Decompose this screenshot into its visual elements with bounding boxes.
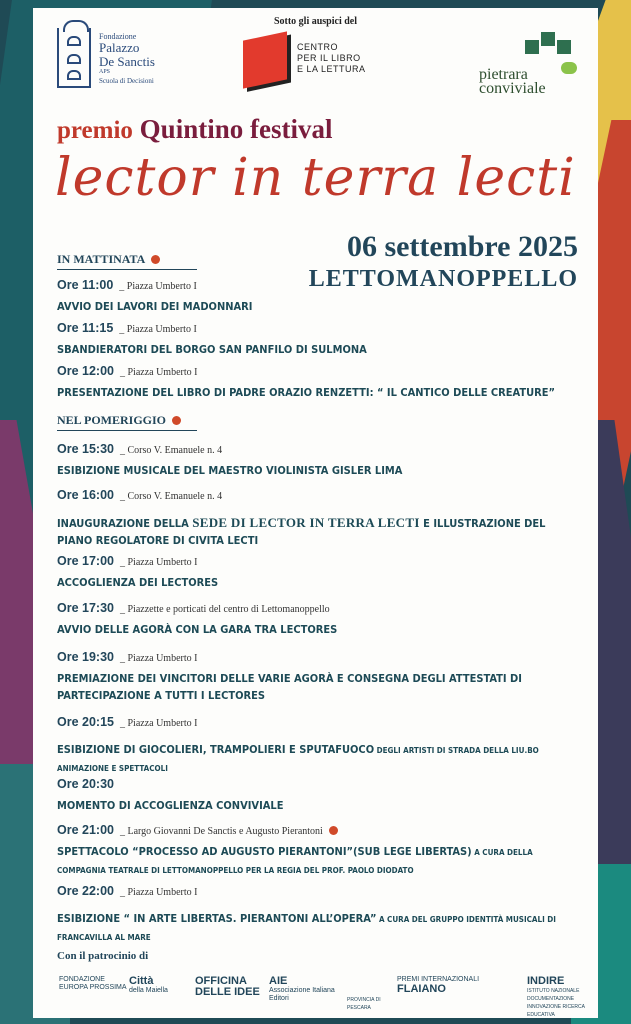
indire-logo: INDIRE ISTITUTO NAZIONALE DOCUMENTAZIONE INNOVAZIONE RICERCA EDUCATIVA [527,975,585,1018]
pietrara-line1: pietrara [479,66,528,83]
pietrara-line2: conviviale [479,80,546,97]
event-place: _ Piazza Umberto I [119,557,198,568]
event-place: _ Piazza Umberto I [119,367,198,378]
festival-title [57,114,332,145]
event-item [57,362,577,401]
section-morning: IN MATTINATA [57,252,197,270]
palazzo-line5: Scuola di Decisioni [99,77,154,85]
poster-card [33,8,598,1018]
house-icon [525,40,539,54]
bullet-dot-icon [151,255,160,264]
event-time: Ore 19:30 [57,650,114,664]
event-item [57,276,577,315]
event-desc: AVVIO DELLE AGORÀ CON LA GARA TRA LECTORES [57,623,338,636]
main-title: lector in terra lecti [55,148,576,208]
event-time: Ore 20:15 [57,715,114,729]
palazzo-line2: Palazzo [99,40,140,55]
event-item [57,648,577,704]
event-time: Ore 11:15 [57,321,114,335]
event-item [57,713,577,777]
flaiano-logo: PREMI INTERNAZIONALI FLAIANO [397,976,480,995]
event-place: _ Piazza Umberto I [119,718,198,729]
bullet-dot-icon [172,416,181,425]
event-place: _ Piazza Umberto I [119,653,198,664]
event-place: _ Largo Giovanni De Sanctis e Augusto Pierantoni [119,826,323,837]
event-time: Ore 21:00 [57,823,114,837]
date-place: LETTOMANOPPELLO [308,266,578,292]
event-desc: ESIBIZIONE DI GIOCOLIERI, TRAMPOLIERI E SPUTAFUOCO DEGLI ARTISTI DI STRADA DELLA LIU.BO ANIMAZIONE E SPETTACOLI [57,743,539,773]
officina-idee-logo: OFFICINA DELLE IDEE [195,975,260,998]
event-item [57,882,577,946]
event-desc: ACCOGLIENZA DEI LECTORES [57,576,219,589]
event-desc: ESIBIZIONE MUSICALE DEL MAESTRO VIOLINISTA GISLER LIMA [57,464,403,477]
centro-line1: CENTRO [297,42,338,52]
palazzo-de-sanctis-logo [57,28,177,90]
event-place: _ Piazza Umberto I [119,887,198,898]
auspici-text: Sotto gli auspici del [273,16,358,27]
event-item [57,486,577,549]
centro-line3: E LA LETTURA [297,64,366,74]
book-icon [243,31,287,88]
pietrara-conviviale-logo [475,32,585,97]
palazzo-line4: APS [99,69,111,75]
centro-line2: PER IL LIBRO [297,53,361,63]
house-icon [541,32,555,46]
event-desc: PRESENTAZIONE DEL LIBRO DI PADRE ORAZIO RENZETTI: “ IL CANTICO DELLE CREATURE” [57,386,556,399]
patrocinio-label: Con il patrocinio di [57,950,149,962]
event-time: Ore 12:00 [57,364,114,378]
title-prefix: premio [57,117,133,144]
aie-logo: AIE Associazione Italiana Editori [269,975,335,1002]
event-desc: AVVIO DEI LAVORI DEI MADONNARI [57,300,253,313]
event-time: Ore 15:30 [57,442,114,456]
event-item [57,599,577,638]
speech-bubble-icon [561,62,577,74]
tower-icon [57,28,91,88]
event-place: _ Corso V. Emanuele n. 4 [119,445,223,456]
event-time: Ore 20:30 [57,777,114,791]
provincia-pescara-logo: PROVINCIA DI PESCARA [347,997,381,1011]
event-item [57,440,577,479]
event-item [57,552,577,591]
house-icon [557,40,571,54]
palazzo-line1: Fondazione [99,32,137,41]
event-item [57,821,577,879]
event-place: _ Corso V. Emanuele n. 4 [119,491,223,502]
event-desc: PREMIAZIONE DEI VINCITORI DELLE VARIE AGORÀ E CONSEGNA DEGLI ATTESTATI DI PARTECIPAZIONE A TUTTI I LECTORES [57,672,522,702]
event-time: Ore 11:00 [57,278,114,292]
europa-prossima-logo: FONDAZIONE EUROPA PROSSIMA [59,976,127,991]
event-item [57,319,577,358]
bullet-dot-icon [329,826,338,835]
palazzo-line3: De Sanctis [99,54,155,69]
event-desc: INAUGURAZIONE DELLA SEDE DI LECTOR IN TERRA LECTI E ILLUSTRAZIONE DEL PIANO REGOLATORE DI CIVITA LECTI [57,515,546,547]
centro-libro-logo [243,36,393,88]
title-name: Quintino festival [139,114,333,144]
event-time: Ore 17:00 [57,554,114,568]
event-time: Ore 17:30 [57,601,114,615]
event-desc: SPETTACOLO “PROCESSO AD AUGUSTO PIERANTONI”(SUB LEGE LIBERTAS) A CURA DELLA COMPAGNIA TEATRALE DI LETTOMANOPPELLO PER LA REGIA DEL PROF. PAOLO DIODATO [57,845,533,875]
date-day: 06 settembre 2025 [346,230,578,263]
event-place: _ Piazza Umberto I [119,324,197,335]
event-place: _ Piazzette e porticati del centro di Lettomanoppello [119,604,330,615]
citta-maiella-logo: Città della Maiella [129,975,168,994]
event-time: Ore 22:00 [57,884,114,898]
event-desc: SBANDIERATORI DEL BORGO SAN PANFILO DI SULMONA [57,343,367,356]
section-afternoon: NEL POMERIGGIO [57,413,197,431]
event-place: _ Piazza Umberto I [119,281,197,292]
sponsor-logos [57,970,587,1018]
event-desc: MOMENTO DI ACCOGLIENZA CONVIVIALE [57,799,284,812]
event-time: Ore 16:00 [57,488,114,502]
event-item [57,775,577,814]
event-desc: ESIBIZIONE “ IN ARTE LIBERTAS. PIERANTONI ALL’OPERA” A CURA DEL GRUPPO IDENTITÀ MUSICALI DI FRANCAVILLA AL MARE [57,912,556,942]
